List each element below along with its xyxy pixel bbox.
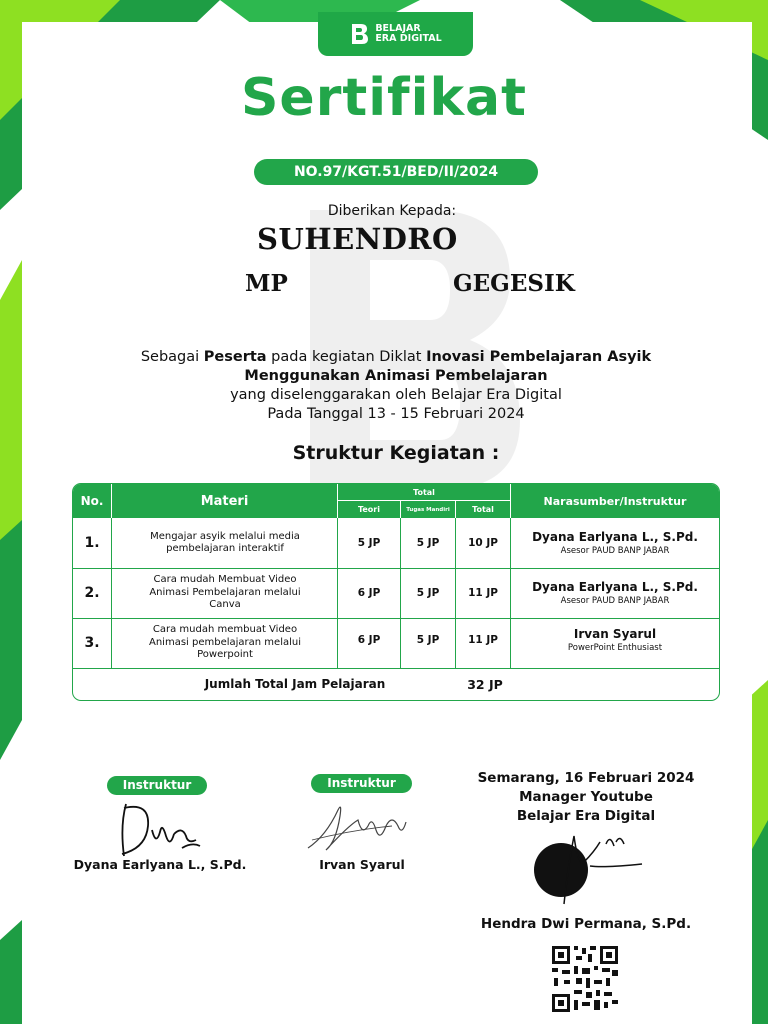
header-narasumber: Narasumber/Instruktur xyxy=(511,484,719,518)
desc-course-line2: Menggunakan Animasi Pembelajaran xyxy=(244,368,548,384)
signer-name-left: Dyana Earlyana L., S.Pd. xyxy=(73,857,247,872)
row-2-materi: Cara mudah Membuat Video Animasi Pembelajaran melalui Canva xyxy=(149,574,301,611)
row-3-no: 3. xyxy=(84,635,100,651)
row-3-narasumber-name: Irvan Syarul xyxy=(573,627,657,641)
desc-date: Pada Tanggal 13 - 15 Februari 2024 xyxy=(267,406,525,422)
given-to-label: Diberikan Kepada: xyxy=(327,203,457,219)
header-tugas-mandiri: Tugas Mandiri xyxy=(401,501,455,518)
row-2-total: 11 JP xyxy=(468,587,498,599)
place-date: Semarang, 16 Februari 2024 xyxy=(477,770,695,786)
row-2-narasumber-name: Dyana Earlyana L., S.Pd. xyxy=(532,580,698,594)
row-1-total: 10 JP xyxy=(468,537,498,549)
row-1-narasumber xyxy=(511,518,719,568)
row-2-tugas: 5 JP xyxy=(416,587,440,599)
signer-position-1: Manager Youtube xyxy=(519,789,653,805)
row-1-no: 1. xyxy=(84,535,100,551)
header-materi: Materi xyxy=(112,484,337,518)
brand-name xyxy=(375,24,441,44)
brand-line-2: ERA DIGITAL xyxy=(375,33,442,44)
row-3-teori: 6 JP xyxy=(357,634,381,646)
brand-logo-icon xyxy=(349,23,369,45)
row-2-teori: 6 JP xyxy=(357,587,381,599)
header-no: No. xyxy=(73,484,111,518)
row-1-narasumber-name: Dyana Earlyana L., S.Pd. xyxy=(532,530,698,544)
brand-header xyxy=(318,12,473,56)
total-label: Jumlah Total Jam Pelajaran xyxy=(204,677,386,691)
instructor-badge-left: Instruktur xyxy=(107,776,207,795)
recipient-name: SUHENDRO xyxy=(257,222,458,256)
desc-role: Peserta xyxy=(203,349,267,365)
signature-right xyxy=(554,826,654,908)
row-2-narasumber xyxy=(511,568,719,618)
brand-line-1: BELAJAR xyxy=(375,23,421,34)
place-and-position xyxy=(470,769,702,826)
desc-course-line1: Inovasi Pembelajaran Asyik xyxy=(426,349,652,365)
row-2-narasumber-role: Asesor PAUD BANP JABAR xyxy=(560,596,670,606)
header-teori: Teori xyxy=(338,501,400,518)
recipient-school-part1: MP xyxy=(245,270,288,297)
certificate-description xyxy=(60,348,732,424)
recipient-school-part2: GEGESIK xyxy=(453,270,575,297)
row-1-teori: 5 JP xyxy=(357,537,381,549)
row-3-narasumber xyxy=(511,618,719,662)
header-total: Total xyxy=(456,501,510,518)
signature-left xyxy=(112,796,208,866)
structure-title: Struktur Kegiatan : xyxy=(292,442,500,464)
row-1-materi: Mengajar asyik melalui media pembelajaran interaktif xyxy=(150,530,300,554)
signature-middle xyxy=(302,796,412,856)
header-total-group: Total xyxy=(338,484,510,500)
desc-organizer: yang diselenggarakan oleh Belajar Era Digital xyxy=(230,387,562,403)
row-3-tugas: 5 JP xyxy=(416,634,440,646)
row-3-materi: Cara mudah membuat Video Animasi pembelajaran melalui Powerpoint xyxy=(149,624,301,661)
instructor-badge-middle: Instruktur xyxy=(311,774,412,793)
desc-text: Sebagai xyxy=(140,349,204,365)
qr-code xyxy=(550,944,620,1014)
certificate-title: Sertifikat xyxy=(240,68,528,128)
signer-name-right: Hendra Dwi Permana, S.Pd. xyxy=(480,916,692,932)
total-value: 32 JP xyxy=(467,676,503,692)
desc-text: pada kegiatan Diklat xyxy=(266,349,427,365)
row-3-total: 11 JP xyxy=(468,634,498,646)
row-3-narasumber-role: PowerPoint Enthusiast xyxy=(567,643,663,653)
certificate-number: NO.97/KGT.51/BED/II/2024 xyxy=(254,159,538,185)
activity-table xyxy=(72,483,720,701)
row-1-tugas: 5 JP xyxy=(416,537,440,549)
row-2-no: 2. xyxy=(84,585,100,601)
signer-position-2: Belajar Era Digital xyxy=(516,808,656,824)
row-1-narasumber-role: Asesor PAUD BANP JABAR xyxy=(560,546,670,556)
signer-name-middle: Irvan Syarul xyxy=(319,857,405,872)
